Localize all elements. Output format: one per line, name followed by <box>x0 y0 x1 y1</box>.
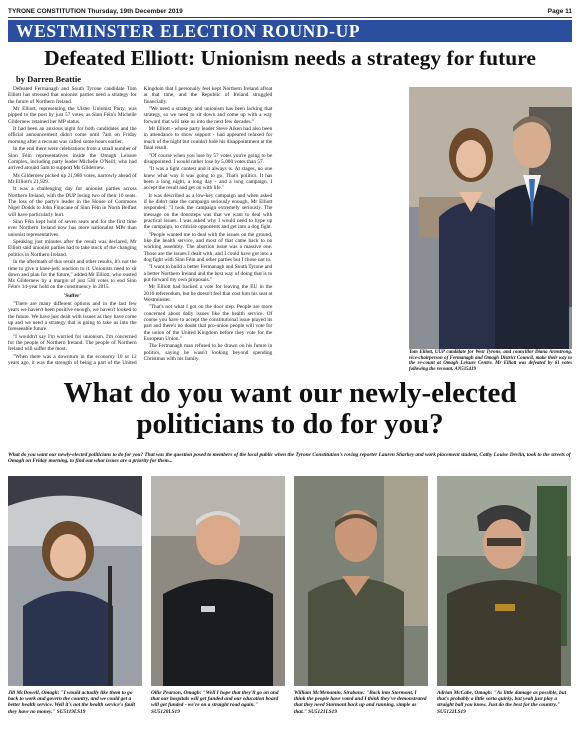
section-banner: WESTMINSTER ELECTION ROUND-UP <box>8 20 572 42</box>
article-paragraph: Mr Elliott - whose party leader Steve Aiken had also been in attendance to show support - had appeared relaxed for much of the night but couldn't hide his disappointment at the final result. <box>143 126 273 152</box>
article-paragraph: "I wouldn't say I'm worried for unionism. I'm concerned for the people of Northern Ireland. The people of Northern Ireland will suffer the most. <box>8 333 137 353</box>
paper-name: TYRONE CONSTITUTION <box>8 8 86 15</box>
article-paragraph: "That's not what I got on the door step. People are more concerned about daily issues like the health service. Of course you have to accept the constitutional issue played its part and there's no doubt that pro-union people will vote for the union of the United Kingdom before they vote for the European Union." <box>143 304 273 342</box>
vox-pop-image-2 <box>151 476 285 686</box>
article-paragraph: Speaking just minutes after the result was declared, Mr Elliott said unionist parties had to take stock of the changing politics in Northern Ireland. <box>8 239 137 258</box>
vox-pop-image-4 <box>437 476 571 686</box>
article-body <box>8 74 408 370</box>
article-columns <box>8 86 408 370</box>
article-paragraph: "There are many different options and in the last few years we haven't been positive enough, we haven't looked to the future. We have just dealt with issues as they have come up and we need a strategy that is going to take us into the foreseeable future. <box>8 301 137 333</box>
vox-pop-caption-4: Adrian McCabe, Omagh: "As little damage as possible, but that's probably a little sorta quirky, but yeah just play a straight ball you know. Just do the best for the country." SU5122LS19 <box>437 690 567 715</box>
issue-date: Thursday, 19th December 2019 <box>87 8 183 15</box>
masthead <box>8 6 572 18</box>
article-paragraph: It was a challenging day for unionist parties across Northern Ireland, with the DUP losing two of their 10 seats. The loss of the party's leader in the House of Commons Nigel Dodds to John Finucane of Sinn Féin in North Belfast will have particularly hurt. <box>8 186 137 218</box>
election-photo <box>409 87 572 349</box>
article-paragraph: Ms Gildernew picked up 21,986 votes, narrowly ahead of Mr Elliott's 21,929. <box>8 172 137 185</box>
vox-pop-photo-1 <box>8 476 142 686</box>
article-paragraph: It had been an anxious night for both candidates and the official announcement didn't come until 7am on Friday morning after a recount was called some hours earlier. <box>8 126 137 145</box>
vox-pop-photo-3 <box>294 476 428 686</box>
article-paragraph: In the aftermath of this result and other results, it's not the time to give a knee-jerk reaction to it. Unionists need to sit down and plan for the future," added Mr Elliott, who ousted Ms Gildernew by a margin of just 530 votes to end Sinn Féin's 14-year hold on the constituency in 2015. <box>8 259 137 291</box>
vox-pop-caption-2: Ollie Pearson, Omagh: "Well I hope that they'll go on and that our hospitals will get funded and our education board will get funded - we're on a straight road again." SU5120LS19 <box>151 690 279 715</box>
vox-pop-image-3 <box>294 476 428 686</box>
article-paragraph: "I want to build a better Fermanagh and South Tyrone and a better Northern Ireland and the best way of doing that is to put forward my own proposals." <box>143 264 273 283</box>
feature-headline: What do you want our newly-elected politicians to do for you? <box>63 377 517 440</box>
feature-standfirst: What do you want our newly-elected politicians to do for you? That was the question posed to members of the local public when the Tyrone Constitution's roving reporter Lauren Sharkey and work placement student, Cathy Louise Devlin, took to the streets of Omagh on Friday morning, to find out what issues are a priority for them... <box>8 452 571 465</box>
article-headline: Defeated Elliott: Unionism needs a strategy for future <box>44 46 536 70</box>
article-paragraph: In the end there were celebrations from a small number of Sinn Féin representatives inside the Omagh Leisure Complex, including party leader Michelle O'Neill, who had arrived around 5am to support Ms Gildernew. <box>8 146 137 172</box>
vox-pop-photo-4 <box>437 476 571 686</box>
page-number: Page 11 <box>547 8 572 15</box>
article-paragraph: Sinn Féin kept hold of seven seats and for the first time ever Northern Ireland now has more nationalist MPs than unionist representatives. <box>8 219 137 238</box>
vox-pop-photo-2 <box>151 476 285 686</box>
vox-pop-image-1 <box>8 476 142 686</box>
byline: by Darren Beattie <box>16 74 81 84</box>
vox-pop-caption-1: Jill McDowell, Omagh: "I would actually like them to go back to work and govern the country, and we could get a better health service. Well it's not the health service's fault they have no money." SU5119LS19 <box>8 690 135 715</box>
masthead-left <box>8 8 183 15</box>
article-paragraph: "People wanted me to deal with the issues on the ground, like the health service, and most of that came back to no working assembly. The abortion issue was a massive one. Those are the issues I dealt with, and I could have got into a dog fight with Sinn Féin and other parties but I chose not to. <box>143 231 273 263</box>
article-paragraph: The Fermanagh man refused to be drawn on his future in politics, saying he wasn't looking beyond spending Christmas with his family. <box>143 343 273 363</box>
article-paragraph: "We need a strategy and unionism has been lacking that strategy, so we need to sit down and come up with a way forward that will take us into the next few decades." <box>143 106 273 125</box>
article-paragraph: It was described as a low-key campaign and when asked if he didn't take the campaign seriously enough, Mr Elliott responded: "I took the campaign extremely seriously. The message on the doorsteps was that we want to deal with practical issues. I was asked why I would need to hype up the campaign, to criticise opponents and get into a dog fight. <box>143 192 273 231</box>
vox-pop-caption-3: William McMenamin, Strabane: "Back into Stormont, I think the people have voted and I think they've demonstrated that they need Stormont back up and running, simple as that." SU5121LS19 <box>294 690 427 715</box>
article-paragraph: "It was a tight contest and it always is. At stages, no one knew what way it was going to go. That's politics. It has been a long night, a long day - and a long campaign. I accept the result and get on with life." <box>143 166 273 192</box>
photo-caption: Tom Elliott, UUP candidate for West Tyrone, and councillor Diana Armstrong, vice-chairperson of Fermanagh and Omagh District Council, make their way to the re-count at Omagh Leisure Centre. Mr Elliott was defeated by 61 votes following the recount. AN515419 <box>409 350 572 372</box>
article-paragraph: Defeated Fermanagh and South Tyrone candidate Tom Elliott has stressed that unionist parties need a strategy for the future of Northern Ireland. <box>8 86 137 105</box>
article-paragraph: Mr Elliott, representing the Ulster Unionist Party, was pipped to the post by just 57 votes, as Sinn Féin's Michelle Gildernew retained her MP status. <box>8 106 137 125</box>
article-paragraph: "When there was a downturn in the economy 10 or 12 years ago, it was the strength of being a part of the United Kingdom that I personally feel kept Northern Ireland afloat at that time, and the Republic of Ireland struggled financially. <box>8 86 273 367</box>
article-paragraph: Mr Elliott had backed a vote for leaving the EU in the 2016 referendum, but he doesn't feel that cost him his seat at Westminster. <box>143 284 273 303</box>
article-subhead: 'Suffer' <box>63 292 81 299</box>
election-photo-image <box>409 87 572 349</box>
article-paragraph: "Of course when you lose by 57 votes you're going to be disappointed. I would rather lose by 5,000 votes than 57. <box>143 152 273 165</box>
